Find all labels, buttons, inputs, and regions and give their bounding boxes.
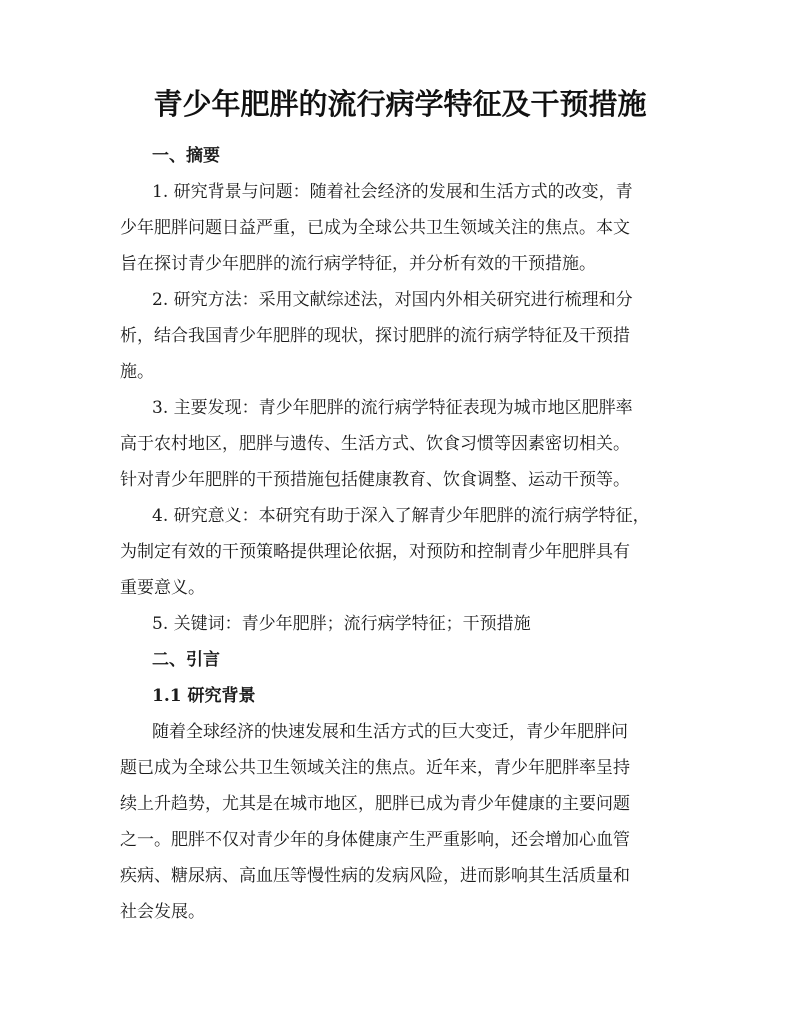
text-line: 旨在探讨青少年肥胖的流行病学特征，并分析有效的干预措施。 — [120, 254, 596, 274]
text-line: 2. 研究方法：采用文献综述法，对国内外相关研究进行梳理和分 — [152, 290, 633, 310]
text-line: 疾病、糖尿病、高血压等慢性病的发病风险，进而影响其生活质量和 — [120, 866, 630, 886]
text-line: 题已成为全球公共卫生领域关注的焦点。近年来，青少年肥胖率呈持 — [120, 758, 630, 778]
text-line: 析，结合我国青少年肥胖的现状，探讨肥胖的流行病学特征及干预措 — [120, 326, 630, 346]
abstract-item-3 — [120, 390, 680, 498]
document-title: 青少年肥胖的流行病学特征及干预措施 — [153, 87, 647, 121]
subsection-heading-background: 1.1 研究背景 — [152, 686, 256, 706]
text-line: 续上升趋势，尤其是在城市地区，肥胖已成为青少年健康的主要问题 — [120, 794, 630, 814]
text-line: 之一。肥胖不仅对青少年的身体健康产生严重影响，还会增加心血管 — [120, 830, 630, 850]
abstract-item-2 — [120, 282, 680, 390]
section-heading-introduction: 二、引言 — [152, 650, 220, 670]
text-line: 施。 — [120, 362, 154, 382]
text-line: 为制定有效的干预策略提供理论依据，对预防和控制青少年肥胖具有 — [120, 542, 630, 562]
text-line: 少年肥胖问题日益严重，已成为全球公共卫生领域关注的焦点。本文 — [120, 218, 630, 238]
text-line: 重要意义。 — [120, 578, 205, 598]
section-heading-abstract: 一、摘要 — [152, 146, 220, 166]
text-line: 高于农村地区，肥胖与遗传、生活方式、饮食习惯等因素密切相关。 — [120, 434, 630, 454]
text-line: 随着全球经济的快速发展和生活方式的巨大变迁，青少年肥胖问 — [152, 722, 628, 742]
background-paragraph — [120, 714, 680, 930]
text-line: 社会发展。 — [120, 902, 205, 922]
abstract-item-4 — [120, 498, 680, 606]
text-line: 3. 主要发现：青少年肥胖的流行病学特征表现为城市地区肥胖率 — [152, 398, 633, 418]
text-line: 1. 研究背景与问题：随着社会经济的发展和生活方式的改变，青 — [152, 182, 633, 202]
abstract-item-1 — [120, 174, 680, 282]
abstract-item-5-keywords — [120, 606, 680, 642]
text-line: 针对青少年肥胖的干预措施包括健康教育、饮食调整、运动干预等。 — [120, 470, 630, 490]
text-line: 5. 关键词：青少年肥胖；流行病学特征；干预措施 — [152, 614, 531, 634]
text-line: 4. 研究意义：本研究有助于深入了解青少年肥胖的流行病学特征， — [152, 506, 650, 526]
